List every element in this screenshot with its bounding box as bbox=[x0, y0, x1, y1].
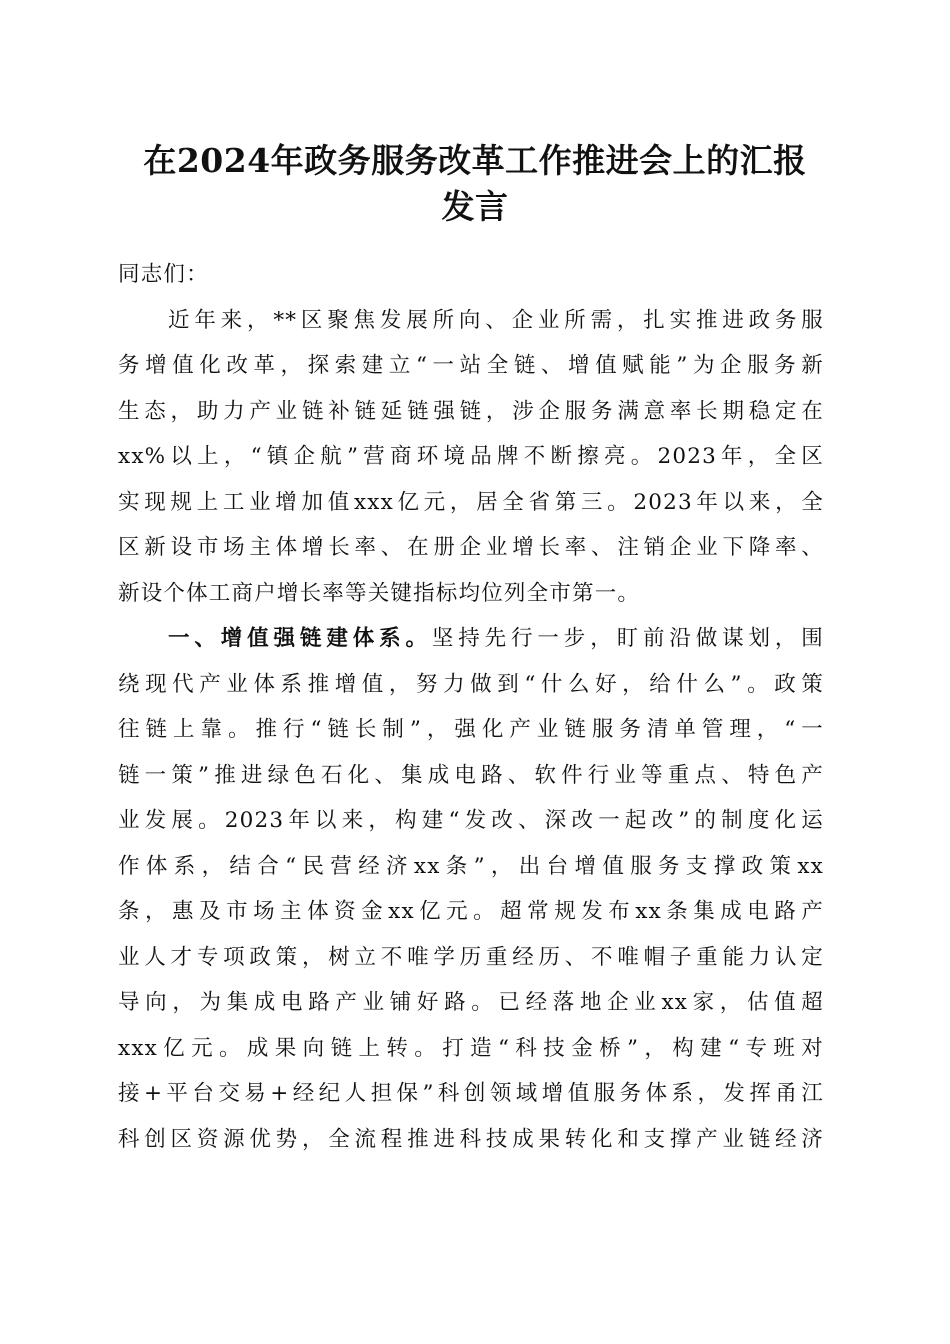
paragraph-line: 科创区资源优势，全流程推进科技成果转化和支撑产业链经济 bbox=[118, 1126, 824, 1152]
paragraph-line: 生态，助力产业链补链延链强链，涉企服务满意率长期稳定在 bbox=[118, 398, 824, 424]
paragraph-line: 区新设市场主体增长率、在册企业增长率、注销企业下降率、 bbox=[118, 535, 824, 560]
section-heading: 一、增值强链建体系。 bbox=[168, 626, 432, 651]
paragraph-line: 业发展。2023年以来，构建“发改、深改一起改”的制度化运 bbox=[118, 808, 824, 833]
paragraph-line: 绕现代产业体系推增值，努力做到“什么好，给什么”。政策 bbox=[118, 671, 824, 697]
paragraph-line: xxx亿元。成果向链上转。打造“科技金桥”，构建“专班对 bbox=[118, 1035, 824, 1061]
paragraph-line: 链一策”推进绿色石化、集成电路、软件行业等重点、特色产 bbox=[118, 762, 824, 788]
title-line-1: 在2024年政务服务改革工作推进会上的汇报 bbox=[143, 141, 807, 180]
paragraph-line: 导向，为集成电路产业铺好路。已经落地企业xx家，估值超 bbox=[118, 990, 824, 1015]
document-title bbox=[118, 138, 832, 230]
paragraph-section-one bbox=[118, 616, 824, 1162]
paragraph-line bbox=[118, 616, 824, 662]
paragraph-line: 业人才专项政策，树立不唯学历重经历、不唯帽子重能力认定 bbox=[118, 944, 824, 970]
paragraph-line: 接+平台交易+经纪人担保”科创领域增值服务体系，发挥甬江 bbox=[118, 1081, 824, 1106]
salutation: 同志们： bbox=[118, 262, 209, 287]
title-line-2: 发言 bbox=[441, 187, 509, 226]
paragraph-line: 往链上靠。推行“链长制”，强化产业链服务清单管理，“一 bbox=[118, 717, 824, 742]
paragraph-line: 作体系，结合“民营经济xx条”，出台增值服务支撑政策xx bbox=[118, 853, 824, 879]
paragraph-line: xx%以上，“镇企航”营商环境品牌不断擦亮。2023年，全区 bbox=[118, 444, 824, 469]
paragraph-line: 条，惠及市场主体资金xx亿元。超常规发布xx条集成电路产 bbox=[118, 899, 824, 924]
paragraph-line: 实现规上工业增加值xxx亿元，居全省第三。2023年以来，全 bbox=[118, 489, 824, 515]
document-body bbox=[118, 252, 824, 1162]
paragraph-line-text: 坚持先行一步，盯前沿做谋划，围 bbox=[431, 626, 824, 651]
paragraph-intro bbox=[118, 298, 824, 617]
paragraph-line: 务增值化改革，探索建立“一站全链、增值赋能”为企服务新 bbox=[118, 353, 824, 378]
paragraph-line: 近年来，**区聚焦发展所向、企业所需，扎实推进政务服 bbox=[168, 307, 824, 333]
paragraph-line: 新设个体工商户增长率等关键指标均位列全市第一。 bbox=[118, 580, 641, 606]
